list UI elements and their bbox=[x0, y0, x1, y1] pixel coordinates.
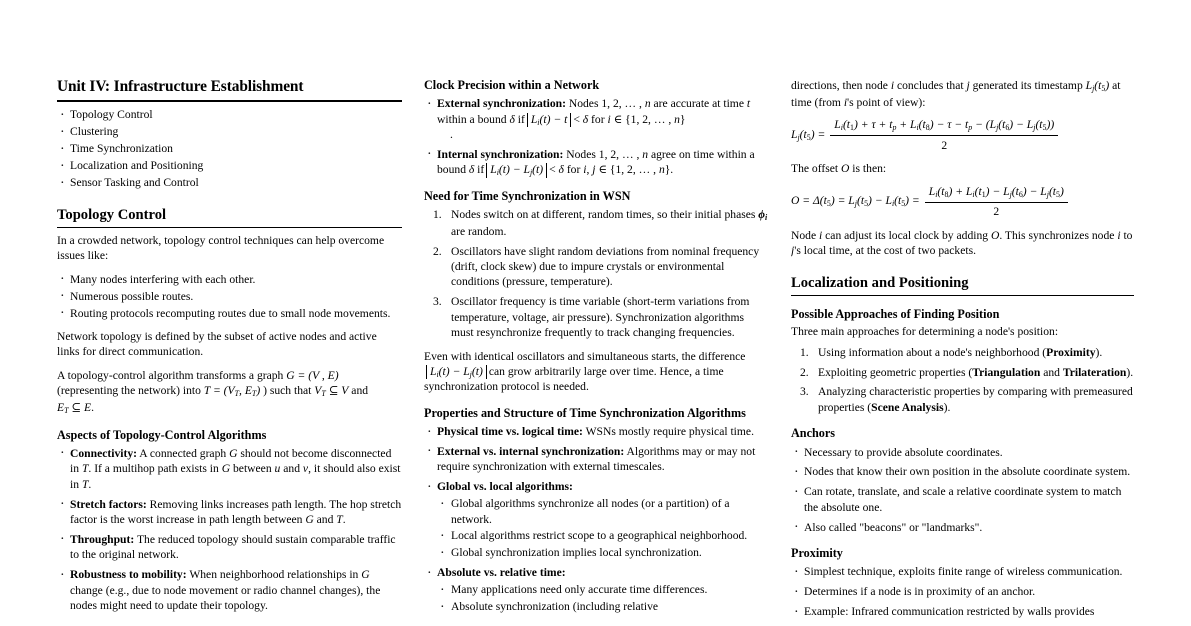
subheading-aspects: Aspects of Topology-Control Algorithms bbox=[57, 427, 267, 442]
approach-text: Analyzing characteristic properties by comparing with premeasured properties ( bbox=[818, 385, 1133, 414]
graph-t-equation: $T = (V_T$, $E_T$) bbox=[203, 384, 261, 399]
aspect-label: Robustness to mobility: bbox=[70, 568, 187, 582]
list-item bbox=[57, 289, 402, 304]
var-v: v bbox=[302, 462, 309, 476]
var-g: G bbox=[361, 568, 370, 582]
three-column-layout bbox=[57, 78, 1134, 626]
var-t: T bbox=[81, 462, 89, 476]
list-item bbox=[57, 497, 402, 528]
internal-sync-text-b: < δ for i, j ∈ {1, 2, … , n}. bbox=[549, 163, 674, 177]
timestamp-equation bbox=[791, 117, 1134, 153]
aspect-text: . bbox=[342, 513, 346, 527]
timestamp-intro-paragraph: directions, then node i concludes that j generated its timestamp $L_j(t_5)$ at time (from i's point of view): bbox=[791, 79, 1121, 109]
issue-label: Numerous possible routes. bbox=[70, 289, 194, 303]
aspect-label: Throughput: bbox=[70, 532, 135, 546]
aspects-list bbox=[57, 446, 402, 614]
column-two bbox=[424, 78, 769, 626]
sync-definitions-list bbox=[424, 96, 769, 178]
column-one bbox=[57, 78, 402, 626]
aspect-text: should not become disconnected in bbox=[70, 446, 392, 476]
var-t: T bbox=[81, 477, 89, 491]
sub-item-text: Many applications need only accurate time differences. bbox=[451, 583, 708, 597]
external-sync-text-b: < δ for i ∈ {1, 2, … , n} bbox=[573, 112, 686, 126]
issue-label: Many nodes interfering with each other. bbox=[70, 272, 256, 286]
approach-bold-term: Triangulation bbox=[972, 365, 1041, 379]
need-item-text: Oscillator frequency is time variable (short-term variations from temperature, voltage, air pressure). Synchronization algorithms must resynchronize frequently to track changing frequencies. bbox=[451, 295, 750, 340]
subheading-anchors: Anchors bbox=[791, 426, 836, 441]
list-item bbox=[437, 599, 769, 614]
global-local-sublist bbox=[437, 496, 769, 561]
equation-fraction bbox=[925, 184, 1068, 220]
list-item bbox=[57, 567, 402, 613]
absolute-relative-sublist bbox=[437, 582, 769, 614]
aspect-label: Connectivity: bbox=[70, 446, 137, 460]
subheading-need-sync: Need for Time Synchronization in WSN bbox=[424, 188, 631, 203]
aspect-text: When neighborhood relationships in bbox=[189, 568, 359, 582]
aspect-label: Stretch factors: bbox=[70, 497, 147, 511]
list-item bbox=[424, 444, 769, 475]
topic-label: Topology Control bbox=[70, 108, 153, 122]
section-heading-topology-control: Topology Control bbox=[57, 207, 402, 229]
transform-text-4: and bbox=[351, 384, 369, 398]
period: . bbox=[91, 400, 94, 414]
aspect-text: , it should also exist in bbox=[70, 462, 401, 491]
aspect-text: change (e.g., due to node movement or radio channel changes), the nodes might need to update their topology. bbox=[70, 583, 381, 613]
need-item-text: Oscillators have slight random deviations from nominal frequency (drift, clock skew) due to impure crystals or environmental conditions (pressure, temperature). bbox=[451, 244, 760, 289]
three-approaches-paragraph: Three main approaches for determining a node's position: bbox=[791, 325, 1059, 339]
fraction-numerator: $L_i(t_8) + L_i(t_1) - L_j(t_6) - L_j(t_5)$ bbox=[925, 184, 1068, 203]
subset-e-expression: $E_T$ ⊆ E bbox=[57, 400, 92, 416]
list-item bbox=[424, 147, 769, 178]
list-item bbox=[57, 175, 402, 190]
approach-bold-term: Proximity bbox=[1046, 345, 1096, 359]
equation-lhs: $O = \Delta(t_5) = L_j(t_5) - L_i(t_5)$ = bbox=[791, 194, 920, 209]
list-item bbox=[57, 124, 402, 139]
list-item bbox=[437, 545, 769, 560]
approaches-list bbox=[791, 345, 1134, 416]
need-sync-list bbox=[424, 207, 769, 341]
list-item bbox=[437, 528, 769, 543]
list-item bbox=[791, 604, 1134, 619]
list-item bbox=[424, 244, 769, 290]
transform-text-1: A topology-control algorithm transforms a graph bbox=[57, 368, 284, 382]
list-item bbox=[424, 424, 769, 439]
column-three bbox=[791, 78, 1134, 626]
graph-g-equation: G = (V , E) bbox=[286, 368, 339, 382]
list-item bbox=[791, 484, 1134, 515]
var-u: u bbox=[274, 462, 281, 476]
list-item bbox=[424, 294, 769, 340]
clock-difference-expression: $L_i(t) - L_j(t)$ bbox=[426, 365, 487, 379]
equation-fraction bbox=[830, 117, 1058, 153]
transform-text-3: ) such that bbox=[263, 384, 312, 398]
list-item bbox=[57, 532, 402, 563]
approach-text-end: ). bbox=[943, 400, 951, 414]
var-g: G bbox=[305, 513, 314, 527]
anchor-text: Nodes that know their own position in the absolute coordinate system. bbox=[804, 465, 1131, 479]
topology-definition-paragraph: Network topology is defined by the subset of active nodes and active links for direct communication. bbox=[57, 330, 377, 359]
subheading-clock-precision: Clock Precision within a Network bbox=[424, 78, 600, 92]
anchor-text: Also called "beacons" or "landmarks". bbox=[804, 520, 983, 534]
stray-period: . bbox=[450, 128, 453, 142]
approach-bold-term: Scene Analysis bbox=[871, 400, 944, 414]
sub-item-text: Global synchronization implies local synchronization. bbox=[451, 546, 702, 560]
topology-intro-paragraph: In a crowded network, topology control techniques can help overcome issues like: bbox=[57, 234, 385, 263]
aspect-text: . bbox=[88, 477, 92, 491]
issue-label: Routing protocols recomputing routes due to small node movements. bbox=[70, 306, 391, 320]
list-item bbox=[791, 445, 1134, 460]
list-item bbox=[424, 565, 769, 614]
page-title: Unit IV: Infrastructure Establishment bbox=[57, 78, 402, 102]
approach-text-end: ). bbox=[1126, 365, 1134, 379]
anchors-list bbox=[791, 445, 1134, 536]
aspect-text: and bbox=[283, 462, 300, 476]
list-item bbox=[57, 446, 402, 492]
aspect-text: between bbox=[233, 462, 272, 476]
list-item bbox=[791, 464, 1134, 479]
fraction-denominator: 2 bbox=[941, 138, 948, 152]
list-item bbox=[57, 158, 402, 173]
aspect-text: Removing links increases path length. The hop stretch factor is the worst increase in path length between bbox=[70, 497, 402, 527]
properties-list bbox=[424, 424, 769, 614]
proximity-text: Simplest technique, exploits finite range of wireless communication. bbox=[804, 565, 1123, 579]
fraction-denominator: 2 bbox=[993, 205, 1000, 219]
list-item bbox=[57, 272, 402, 287]
internal-sync-abs-expression: $L_i(t) - L_j(t)$ bbox=[486, 163, 547, 177]
even-with-text-a: Even with identical oscillators and simultaneous starts, the difference bbox=[424, 349, 746, 363]
list-item: Nodes switch on at different, random times, so their initial phases $\phi_i$ are random. bbox=[451, 208, 768, 238]
list-item bbox=[791, 584, 1134, 599]
subheading-possible-approaches: Possible Approaches of Finding Position bbox=[791, 307, 1000, 321]
subheading-proximity: Proximity bbox=[791, 546, 843, 561]
internal-sync-text-a: Nodes 1, 2, … , n agree on time within a bound δ if bbox=[437, 147, 755, 177]
section-heading-localization: Localization and Positioning bbox=[791, 275, 1134, 297]
aspect-text: A connected graph bbox=[139, 446, 227, 460]
approach-text: Using information about a node's neighborhood ( bbox=[818, 345, 1047, 359]
list-item bbox=[437, 582, 769, 597]
external-sync-label: External synchronization: bbox=[437, 97, 566, 111]
anchor-text: Necessary to provide absolute coordinates. bbox=[804, 445, 1003, 459]
offset-intro-paragraph: The offset O is then: bbox=[791, 162, 887, 176]
proximity-list bbox=[791, 564, 1134, 619]
proximity-text: Example: Infrared communication restricted by walls provides bbox=[804, 605, 1095, 619]
internal-sync-label: Internal synchronization: bbox=[437, 147, 564, 161]
list-item bbox=[791, 564, 1134, 579]
property-label: External vs. internal synchronization: bbox=[437, 444, 625, 458]
property-label: Absolute vs. relative time: bbox=[437, 566, 566, 580]
list-item bbox=[57, 306, 402, 321]
approach-text-mid: and bbox=[1040, 365, 1063, 379]
approach-text-end: ). bbox=[1095, 345, 1103, 359]
subset-v-expression: $V_T$ ⊆ V bbox=[314, 384, 349, 399]
transform-text-2: (representing the network) into bbox=[57, 384, 201, 398]
proximity-text: Determines if a node is in proximity of an anchor. bbox=[804, 585, 1036, 599]
even-with-text-b: can grow arbitrarily large over time. Hence, a time synchronization protocol is needed. bbox=[424, 364, 724, 394]
list-item bbox=[791, 345, 1134, 360]
sub-item-text: Absolute synchronization (including relative bbox=[451, 600, 659, 614]
sub-item-text: Global algorithms synchronize all nodes (or a partition) of a network. bbox=[451, 497, 730, 526]
phi-symbol: $\phi_i$ bbox=[758, 208, 768, 223]
fraction-numerator: $L_i(t_1) + \tau + t_p + L_i(t_8) - \tau - t_p - (L_j(t_6) - L_j(t_5))$ bbox=[830, 117, 1058, 136]
var-t: T bbox=[336, 513, 343, 527]
property-text: Algorithms may or may not require synchronization with external timescales. bbox=[437, 444, 756, 474]
topic-label: Sensor Tasking and Control bbox=[70, 176, 199, 190]
list-item bbox=[791, 384, 1134, 415]
list-item bbox=[437, 496, 769, 527]
external-sync-text-a: Nodes 1, 2, … , n are accurate at time t within a bound δ if bbox=[437, 97, 751, 126]
topic-label: Localization and Positioning bbox=[70, 159, 204, 173]
even-with-paragraph bbox=[424, 349, 769, 395]
list-item bbox=[57, 107, 402, 122]
list-item bbox=[791, 365, 1134, 380]
aspect-text: and bbox=[316, 513, 334, 527]
sub-item-text: Local algorithms restrict scope to a geographical neighborhood. bbox=[451, 529, 748, 543]
topic-label: Time Synchronization bbox=[70, 142, 173, 156]
aspect-text: The reduced topology should sustain comparable traffic to the original network. bbox=[70, 532, 396, 562]
issues-list bbox=[57, 272, 402, 321]
list-item bbox=[424, 96, 769, 142]
list-item bbox=[57, 141, 402, 156]
external-sync-abs-expression: $L_i(t) - t$ bbox=[527, 113, 571, 127]
approach-bold-term-2: Trilateration bbox=[1062, 365, 1127, 379]
topic-label: Clustering bbox=[70, 125, 119, 139]
adjust-clock-paragraph: Node i can adjust its local clock by adding O. This synchronizes node i to j's local time, at the cost of two packets. bbox=[791, 228, 1133, 258]
approach-text: Exploiting geometric properties ( bbox=[818, 365, 973, 379]
var-g: G bbox=[221, 462, 231, 476]
property-label: Physical time vs. logical time: bbox=[437, 425, 583, 439]
offset-equation bbox=[791, 184, 1134, 220]
property-text: WSNs mostly require physical time. bbox=[585, 425, 754, 439]
property-label: Global vs. local algorithms: bbox=[437, 480, 573, 494]
list-item bbox=[791, 520, 1134, 535]
topics-list bbox=[57, 107, 402, 190]
equation-lhs: $L_j(t_5)$ = bbox=[791, 127, 826, 142]
anchor-text: Can rotate, translate, and scale a relative coordinate system to match the absolute one. bbox=[804, 485, 1122, 514]
subheading-properties: Properties and Structure of Time Synchronization Algorithms bbox=[424, 405, 746, 420]
aspect-text: . If a multihop path exists in bbox=[88, 462, 219, 476]
var-g: G bbox=[229, 446, 238, 460]
topology-transform-paragraph bbox=[57, 368, 402, 417]
list-item bbox=[424, 479, 769, 561]
